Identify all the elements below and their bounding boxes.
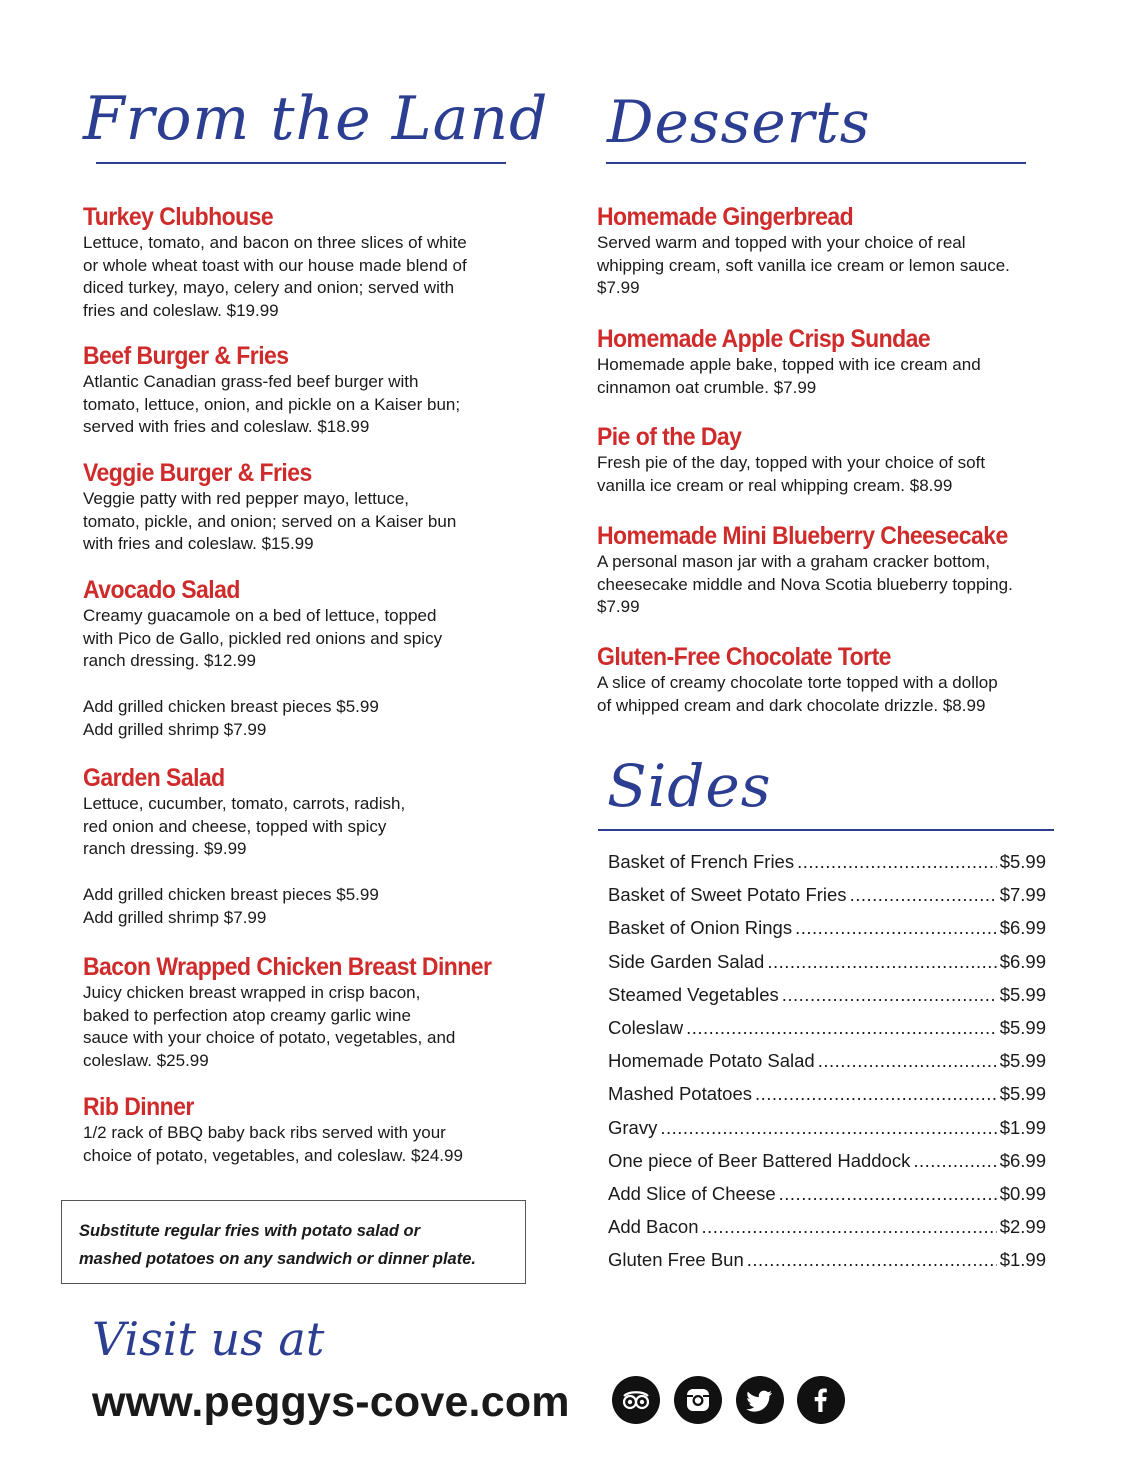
leader-dots	[818, 1050, 997, 1072]
side-item-price: $0.99	[999, 1182, 1046, 1204]
leader-dots	[660, 1117, 996, 1139]
sides-rule	[598, 829, 1054, 831]
leader-dots	[767, 951, 996, 973]
twitter-icon[interactable]	[736, 1376, 784, 1424]
menu-item-description: Creamy guacamole on a bed of lettuce, topped with Pico de Gallo, pickled red onions and spicy ranch dressing. $12.99	[83, 606, 443, 670]
menu-item	[597, 324, 1067, 399]
menu-item-description: Fresh pie of the day, topped with your choice of soft vanilla ice cream or real whipping cream. $8.99	[597, 453, 986, 495]
menu-item-name: Turkey Clubhouse	[83, 203, 274, 231]
menu-item	[83, 458, 533, 556]
side-item	[608, 1050, 1046, 1083]
side-item	[608, 984, 1046, 1017]
side-item-price: $7.99	[999, 884, 1046, 906]
menu-item-name: Beef Burger & Fries	[83, 342, 289, 370]
menu-item	[597, 521, 1067, 619]
menu-item-description: Served warm and topped with your choice of real whipping cream, soft vanilla ice cream or lemon sauce. $7.99	[597, 233, 1010, 297]
side-item-name: Basket of Onion Rings	[608, 917, 793, 939]
from-the-land-rule	[96, 162, 506, 164]
side-item-price: $6.99	[999, 950, 1046, 972]
menu-item-addons: Add grilled chicken breast pieces $5.99 Add grilled shrimp $7.99	[83, 884, 379, 927]
menu-item-description: Lettuce, tomato, and bacon on three slices of white or whole wheat toast with our house made blend of diced turkey, mayo, celery and onion; served with fries and coleslaw. $19.99	[83, 233, 467, 320]
side-item	[608, 1216, 1046, 1249]
side-item-name: Gluten Free Bun	[608, 1249, 744, 1271]
side-item	[608, 917, 1046, 950]
leader-dots	[702, 1216, 997, 1238]
desserts-rule	[606, 162, 1026, 164]
substitution-note: Substitute regular fries with potato salad or mashed potatoes on any sandwich or dinner plate.	[61, 1200, 526, 1284]
menu-item-name: Homemade Gingerbread	[597, 203, 854, 231]
side-item	[608, 1017, 1046, 1050]
side-item-price: $1.99	[999, 1116, 1046, 1138]
menu-item-description: Homemade apple bake, topped with ice cream and cinnamon oat crumble. $7.99	[597, 355, 981, 397]
side-item-price: $5.99	[999, 1083, 1046, 1105]
side-item-name: Side Garden Salad	[608, 950, 765, 972]
menu-item-name: Avocado Salad	[83, 576, 240, 604]
menu-item-description: Atlantic Canadian grass-fed beef burger with tomato, lettuce, onion, and pickle on a Kaiser bun; served with fries and coleslaw. $18.99	[83, 372, 461, 436]
side-item	[608, 1117, 1046, 1150]
menu-item-description: Veggie patty with red pepper mayo, lettuce, tomato, pickle, and onion; served on a Kaiser bun with fries and coleslaw. $15.99	[83, 489, 457, 553]
menu-item-description: A personal mason jar with a graham cracker bottom, cheesecake middle and Nova Scotia blueberry topping. $7.99	[597, 552, 1013, 616]
side-item	[608, 1083, 1046, 1116]
menu-item	[83, 952, 533, 1072]
side-item	[608, 951, 1046, 984]
menu-item-name: Garden Salad	[83, 764, 225, 792]
side-item-price: $6.99	[999, 1149, 1046, 1171]
sides-heading: Sides	[607, 752, 772, 820]
leader-dots	[779, 1183, 997, 1205]
side-item-price: $5.99	[999, 1050, 1046, 1072]
side-item-price: $2.99	[999, 1216, 1046, 1238]
menu-item	[83, 763, 533, 947]
menu-item-description: 1/2 rack of BBQ baby back ribs served with your choice of potato, vegetables, and coleslaw. $24.99	[83, 1123, 463, 1165]
side-item-price: $5.99	[999, 851, 1046, 872]
menu-item-name: Homemade Mini Blueberry Cheesecake	[597, 522, 1008, 550]
side-item-name: Steamed Vegetables	[608, 983, 779, 1005]
side-item-price: $5.99	[999, 983, 1046, 1005]
side-item	[608, 851, 1046, 884]
menu-item-name: Pie of the Day	[597, 423, 742, 451]
side-item-name: Add Bacon	[608, 1216, 699, 1238]
side-item-price: $1.99	[999, 1249, 1046, 1271]
menu-item-name: Veggie Burger & Fries	[83, 459, 312, 487]
instagram-icon[interactable]	[674, 1376, 722, 1424]
menu-item-description: Juicy chicken breast wrapped in crisp bacon, baked to perfection atop creamy garlic wine sauce with your choice of potato, vegetables, and coleslaw. $25.99	[83, 983, 456, 1070]
menu-item	[83, 575, 533, 759]
tripadvisor-icon[interactable]	[612, 1376, 660, 1424]
menu-item-addons: Add grilled chicken breast pieces $5.99 Add grilled shrimp $7.99	[83, 696, 379, 739]
side-item	[608, 1150, 1046, 1183]
side-item	[608, 1183, 1046, 1216]
website-link[interactable]: www.peggys-cove.com	[92, 1378, 570, 1426]
side-item-price: $5.99	[999, 1016, 1046, 1038]
leader-dots	[755, 1083, 997, 1105]
side-item-name: Homemade Potato Salad	[608, 1050, 815, 1072]
leader-dots	[747, 1249, 997, 1271]
menu-item	[597, 202, 1067, 300]
menu-item-name: Bacon Wrapped Chicken Breast Dinner	[83, 953, 492, 981]
menu-item	[83, 1092, 533, 1167]
side-item	[608, 884, 1046, 917]
leader-dots	[782, 984, 997, 1006]
from-the-land-heading: From the Land	[83, 84, 549, 154]
leader-dots	[686, 1017, 997, 1039]
desserts-heading: Desserts	[607, 88, 871, 156]
visit-us-label: Visit us at	[92, 1312, 325, 1366]
side-item-name: Coleslaw	[608, 1016, 684, 1038]
menu-item-description: A slice of creamy chocolate torte topped with a dollop of whipped cream and dark chocolate drizzle. $8.99	[597, 673, 998, 715]
leader-dots	[913, 1150, 996, 1172]
leader-dots	[850, 884, 997, 906]
side-item-price: $6.99	[999, 917, 1046, 939]
menu-item-name: Homemade Apple Crisp Sundae	[597, 325, 931, 353]
menu-item-name: Rib Dinner	[83, 1093, 194, 1121]
menu-item	[83, 341, 533, 439]
side-item	[608, 1249, 1046, 1282]
side-item-name: Mashed Potatoes	[608, 1083, 752, 1105]
side-item-name: Add Slice of Cheese	[608, 1182, 776, 1204]
menu-item	[597, 642, 1067, 717]
facebook-icon[interactable]	[797, 1376, 845, 1424]
menu-item	[83, 202, 533, 322]
sides-list	[608, 851, 1046, 1282]
side-item-name: Basket of French Fries	[608, 851, 795, 872]
side-item-name: Gravy	[608, 1116, 658, 1138]
leader-dots	[795, 917, 997, 939]
leader-dots	[797, 851, 997, 873]
menu-item-description: Lettuce, cucumber, tomato, carrots, radish, red onion and cheese, topped with spicy ranch dressing. $9.99	[83, 794, 406, 858]
menu-item	[597, 422, 1067, 497]
side-item-name: Basket of Sweet Potato Fries	[608, 884, 847, 906]
side-item-name: One piece of Beer Battered Haddock	[608, 1149, 911, 1171]
menu-item-name: Gluten-Free Chocolate Torte	[597, 643, 891, 671]
